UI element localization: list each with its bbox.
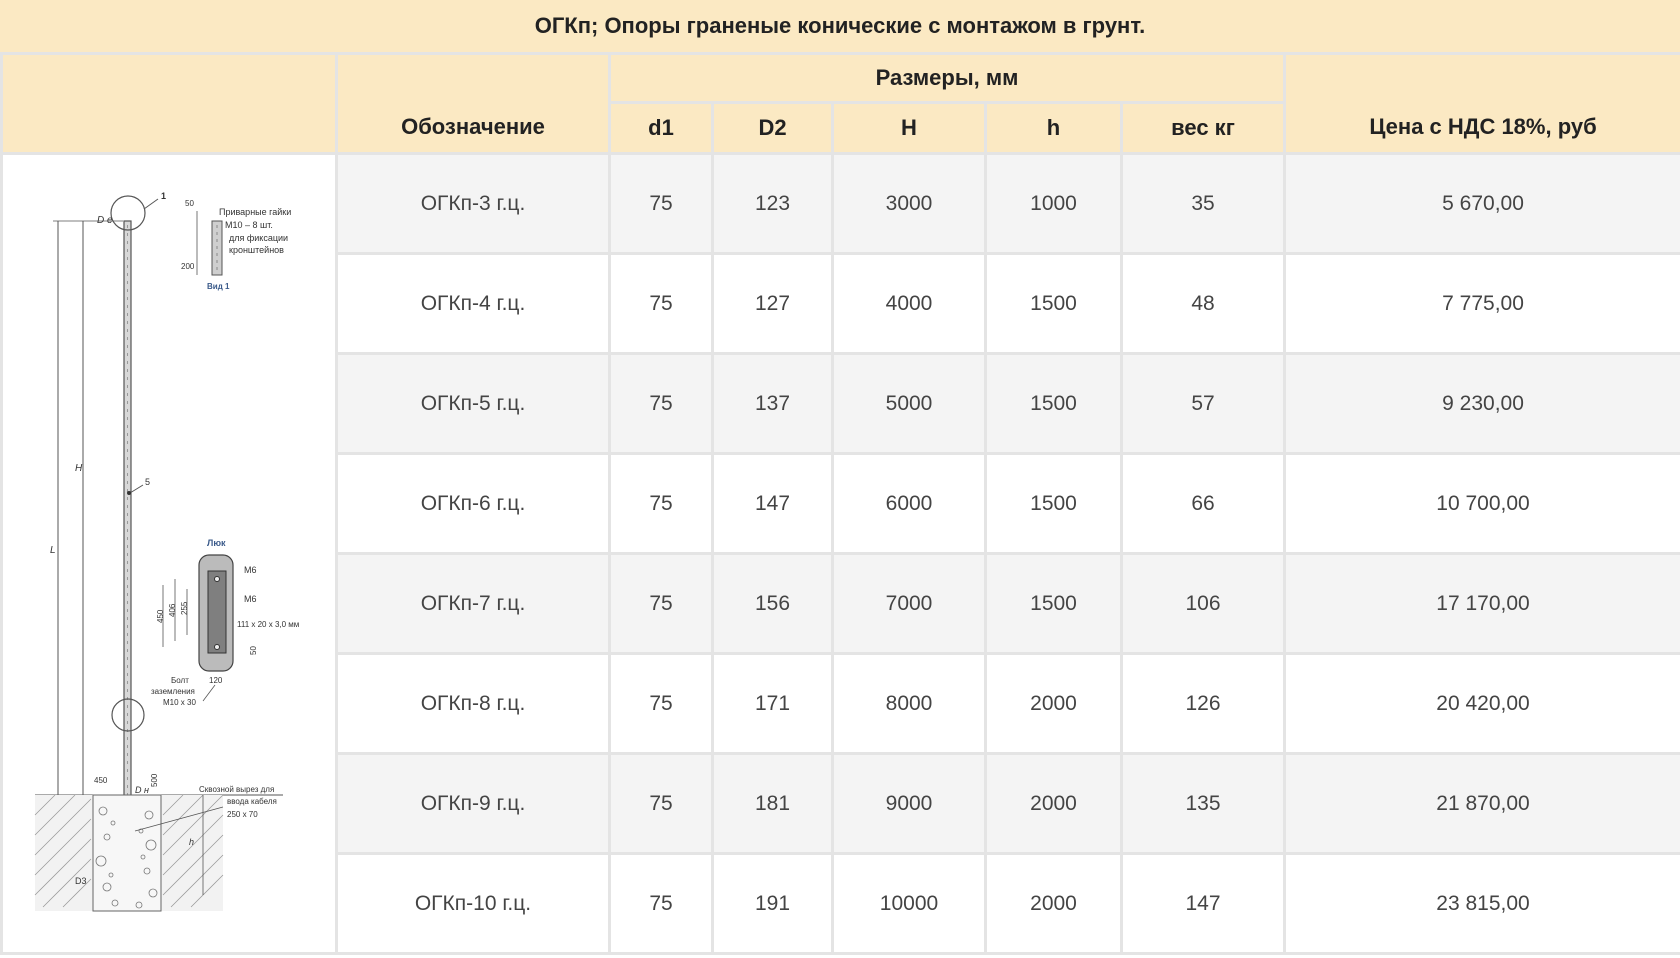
bolt-label-1: Болт	[171, 676, 189, 685]
header-price: Цена с НДС 18%, руб	[1286, 55, 1680, 152]
cell-D2: 171	[714, 655, 831, 752]
header-h: h	[987, 104, 1120, 152]
cell-H: 7000	[834, 555, 984, 652]
foundation-pit	[93, 795, 161, 911]
cell-weight: 135	[1123, 755, 1283, 852]
cell-d1: 75	[611, 155, 711, 252]
cell-H: 10000	[834, 855, 984, 952]
callout-5: 5	[145, 477, 151, 487]
cell-designation: ОГКп-8 г.ц.	[338, 655, 608, 752]
pole-drawing	[3, 155, 335, 943]
leader-line	[144, 199, 158, 209]
cell-designation: ОГКп-7 г.ц.	[338, 555, 608, 652]
table-title: ОГКп; Опоры граненые конические с монтажом в грунт.	[0, 0, 1680, 56]
cell-h: 2000	[987, 655, 1120, 752]
label-dn: D н	[135, 785, 149, 795]
cell-d1: 75	[611, 355, 711, 452]
cell-D2: 191	[714, 855, 831, 952]
weld-nuts-2: М10 – 8 шт.	[225, 220, 273, 230]
cell-d1: 75	[611, 255, 711, 352]
cell-weight: 106	[1123, 555, 1283, 652]
header-weight: вес кг	[1123, 104, 1283, 152]
table-row	[3, 155, 1680, 252]
cell-h: 2000	[987, 855, 1120, 952]
leader-line	[130, 485, 143, 493]
cell-h: 1500	[987, 255, 1120, 352]
label-d3: D3	[75, 876, 87, 886]
cutout-label-2: ввода кабеля	[227, 797, 277, 806]
cell-D2: 127	[714, 255, 831, 352]
screw-m6-top	[215, 577, 220, 582]
cell-designation: ОГКп-5 г.ц.	[338, 355, 608, 452]
cell-weight: 48	[1123, 255, 1283, 352]
dim-500: 500	[150, 773, 159, 787]
label-H: H	[75, 463, 83, 474]
cell-h: 1500	[987, 555, 1120, 652]
label-de: D e	[97, 215, 113, 226]
callout-dot	[127, 491, 131, 495]
cell-D2: 137	[714, 355, 831, 452]
cell-H: 9000	[834, 755, 984, 852]
cell-designation: ОГКп-3 г.ц.	[338, 155, 608, 252]
dim-50b: 50	[249, 646, 258, 655]
weld-nuts-4: кронштейнов	[229, 245, 284, 255]
drawing-cell	[3, 155, 335, 952]
cell-h: 2000	[987, 755, 1120, 852]
cell-price: 17 170,00	[1286, 555, 1680, 652]
cell-weight: 66	[1123, 455, 1283, 552]
hatch-opening	[208, 571, 226, 653]
cell-price: 10 700,00	[1286, 455, 1680, 552]
dim-450: 450	[156, 609, 165, 623]
hatch-label: Люк	[207, 538, 226, 548]
cell-h: 1000	[987, 155, 1120, 252]
cell-D2: 181	[714, 755, 831, 852]
weld-nuts-1: Приварные гайки	[219, 207, 292, 217]
cell-designation: ОГКп-9 г.ц.	[338, 755, 608, 852]
cell-price: 23 815,00	[1286, 855, 1680, 952]
cell-d1: 75	[611, 655, 711, 752]
dim-120: 120	[209, 676, 223, 685]
cutout-label-3: 250 х 70	[227, 810, 258, 819]
cell-d1: 75	[611, 855, 711, 952]
header-dimensions-group: Размеры, мм	[611, 55, 1283, 101]
label-h: h	[189, 837, 195, 847]
cell-designation: ОГКп-4 г.ц.	[338, 255, 608, 352]
cell-D2: 147	[714, 455, 831, 552]
cell-price: 7 775,00	[1286, 255, 1680, 352]
dim-255: 255	[180, 601, 189, 615]
cell-price: 9 230,00	[1286, 355, 1680, 452]
cell-weight: 57	[1123, 355, 1283, 452]
callout-1: 1	[161, 191, 167, 201]
header-designation: Обозначение	[338, 55, 608, 152]
cell-H: 5000	[834, 355, 984, 452]
leader-line	[203, 685, 215, 701]
cell-D2: 123	[714, 155, 831, 252]
cell-H: 4000	[834, 255, 984, 352]
view-1-label: Вид 1	[207, 282, 230, 291]
cell-d1: 75	[611, 755, 711, 852]
cell-h: 1500	[987, 455, 1120, 552]
label-L: L	[50, 545, 56, 556]
header-image-cell	[3, 55, 335, 152]
dim-450b: 450	[94, 776, 108, 785]
bolt-label-3: М10 х 30	[163, 698, 196, 707]
cell-weight: 35	[1123, 155, 1283, 252]
screw-m6-bottom	[215, 645, 220, 650]
header-H: H	[834, 104, 984, 152]
cell-price: 5 670,00	[1286, 155, 1680, 252]
m6-bottom-label: М6	[244, 594, 257, 604]
cell-price: 21 870,00	[1286, 755, 1680, 852]
dim-200: 200	[181, 262, 195, 271]
bolt-label-2: заземления	[151, 687, 195, 696]
cell-H: 8000	[834, 655, 984, 752]
header-D2: D2	[714, 104, 831, 152]
cell-price: 20 420,00	[1286, 655, 1680, 752]
dim-50: 50	[185, 199, 194, 208]
cell-weight: 147	[1123, 855, 1283, 952]
weld-nuts-3: для фиксации	[229, 233, 289, 243]
cell-D2: 156	[714, 555, 831, 652]
m6-top-label: М6	[244, 565, 257, 575]
cutout-label-1: Сквозной вырез для	[199, 785, 275, 794]
cell-weight: 126	[1123, 655, 1283, 752]
spec-table	[0, 52, 1680, 955]
slot-size-label: 111 х 20 х 3,0 мм	[237, 620, 300, 629]
cell-H: 3000	[834, 155, 984, 252]
cell-d1: 75	[611, 455, 711, 552]
cell-designation: ОГКп-6 г.ц.	[338, 455, 608, 552]
cell-h: 1500	[987, 355, 1120, 452]
header-d1: d1	[611, 104, 711, 152]
cell-d1: 75	[611, 555, 711, 652]
cell-H: 6000	[834, 455, 984, 552]
dim-406: 406	[168, 603, 177, 617]
cell-designation: ОГКп-10 г.ц.	[338, 855, 608, 952]
